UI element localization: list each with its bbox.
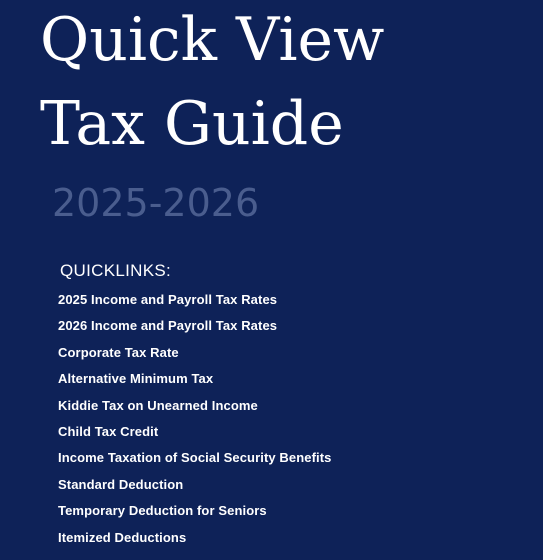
link-alternative-minimum-tax[interactable]: Alternative Minimum Tax [58, 371, 214, 387]
link-kiddie-tax[interactable]: Kiddie Tax on Unearned Income [58, 397, 258, 413]
quicklink-item [58, 396, 332, 422]
quicklink-item [58, 369, 332, 395]
quicklink-item [58, 343, 332, 369]
link-standard-deduction[interactable]: Standard Deduction [58, 476, 184, 492]
quicklink-item [58, 528, 332, 554]
quicklink-item [58, 290, 332, 316]
title-line-1: Quick View [40, 5, 385, 75]
link-social-security-taxation[interactable]: Income Taxation of Social Security Benefits [58, 450, 332, 466]
quicklink-item [58, 475, 332, 501]
link-2025-income-payroll-tax-rates[interactable]: 2025 Income and Payroll Tax Rates [58, 292, 278, 307]
quicklinks-heading: QUICKLINKS: [60, 261, 171, 280]
quicklink-item [58, 422, 332, 448]
link-itemized-deductions[interactable]: Itemized Deductions [58, 529, 187, 545]
year-range: 2025-2026 [52, 181, 260, 225]
quicklink-item [58, 448, 332, 474]
link-child-tax-credit[interactable]: Child Tax Credit [58, 423, 159, 439]
title-line-2: Tax Guide [40, 89, 344, 159]
quicklinks-list [58, 290, 332, 554]
link-corporate-tax-rate[interactable]: Corporate Tax Rate [58, 344, 179, 360]
link-senior-deduction[interactable]: Temporary Deduction for Seniors [58, 503, 267, 519]
quicklink-item [58, 316, 332, 342]
link-2026-income-payroll-tax-rates[interactable]: 2026 Income and Payroll Tax Rates [58, 318, 278, 334]
quicklink-item [58, 501, 332, 527]
